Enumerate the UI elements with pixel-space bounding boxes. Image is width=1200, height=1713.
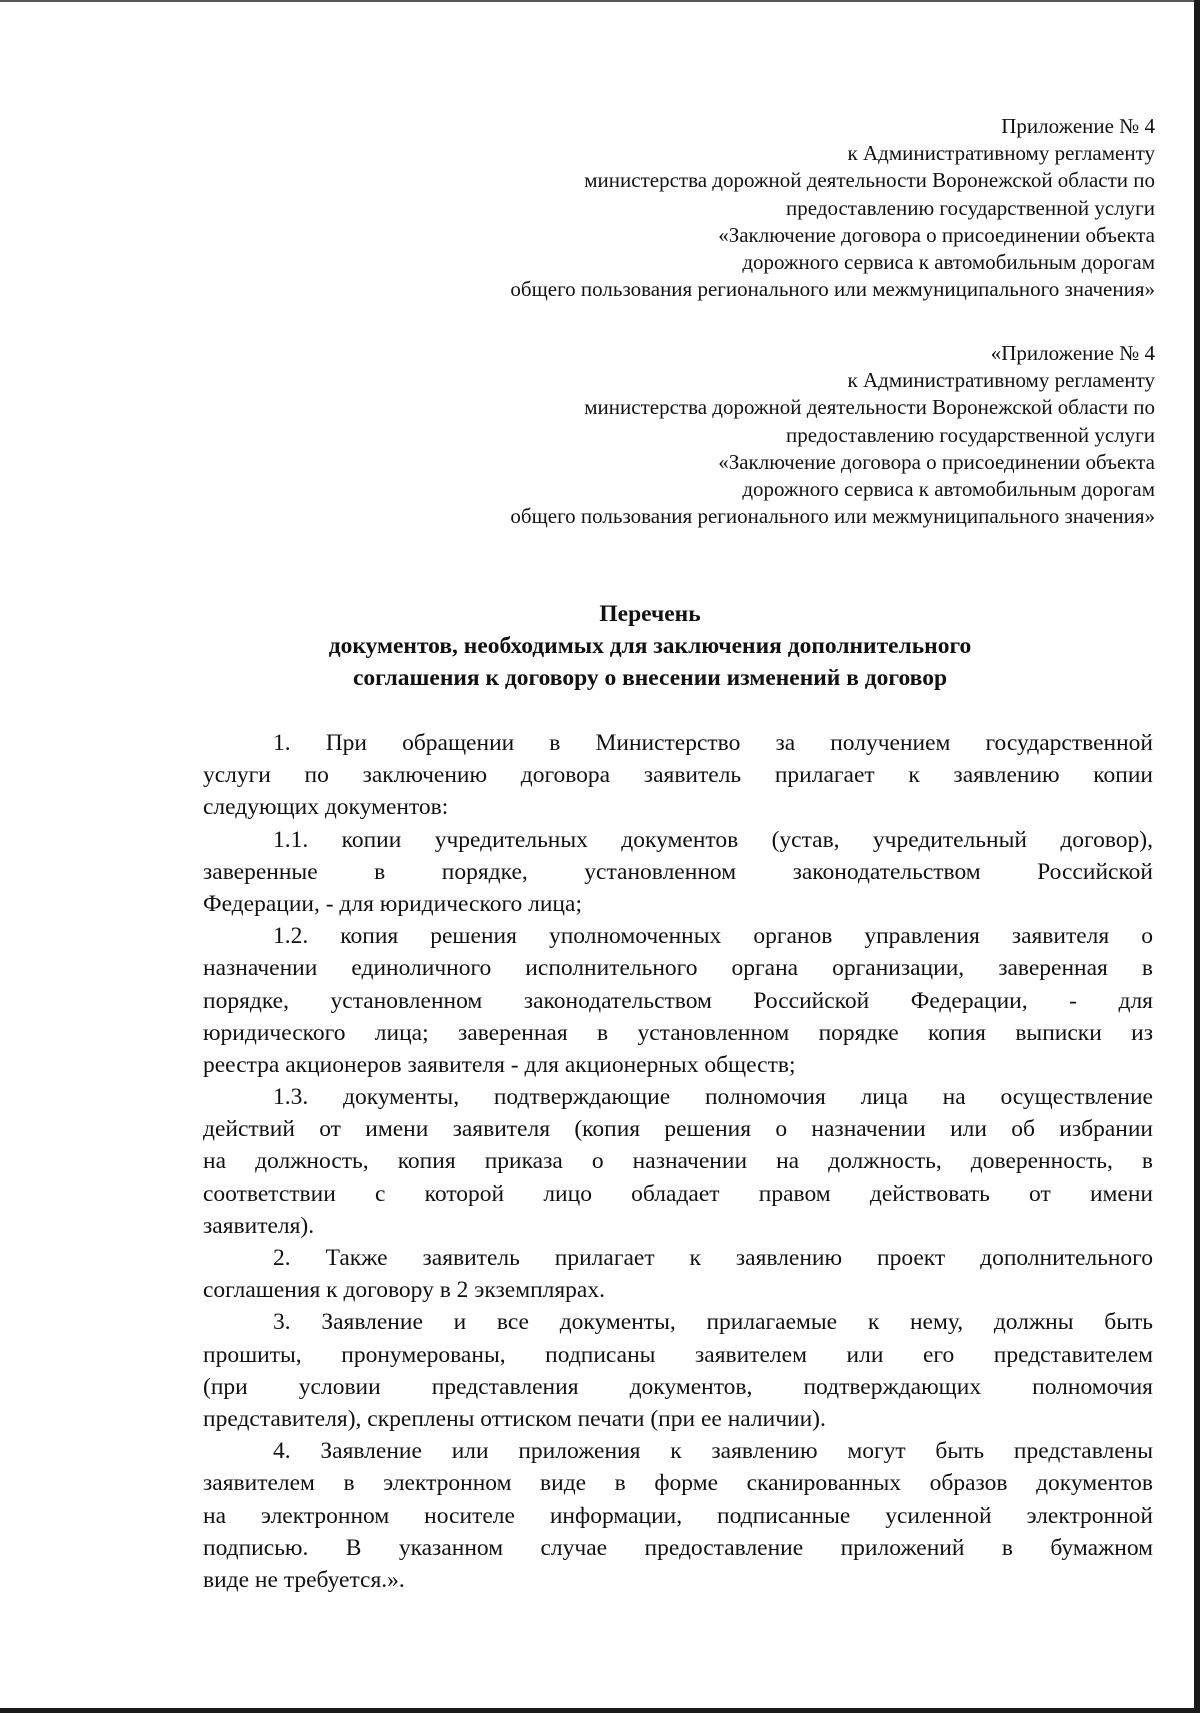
appendix-line: общего пользования регионального или межмуниципального значения» — [510, 277, 1155, 302]
appendix-line: «Заключение договора о присоединении объекта — [718, 449, 1155, 474]
body-line: 2. Также заявитель прилагает к заявлению проект дополнительного — [273, 1245, 1153, 1271]
body-line: 3. Заявление и все документы, прилагаемые к нему, должны быть — [273, 1309, 1153, 1336]
body-line: порядке, установленном законодательством Российской Федерации, - для — [203, 987, 1153, 1014]
appendix-header-original — [255, 113, 1155, 303]
appendix-line: общего пользования регионального или межмуниципального значения» — [510, 504, 1155, 529]
body-line: подписью. В указанном случае предоставление приложений в бумажном — [203, 1534, 1153, 1561]
body-line: (при условии представления документов, подтверждающих полномочия — [203, 1373, 1153, 1400]
body-line: реестра акционеров заявителя - для акционерных обществ; — [203, 1051, 796, 1078]
body-line: заверенные в порядке, установленном законодательством Российской — [203, 858, 1153, 885]
document-body — [203, 727, 1153, 1596]
body-line: 1.1. копии учредительных документов (устав, учредительный договор), — [273, 826, 1153, 853]
appendix-line: министерства дорожной деятельности Воронежской области по — [584, 168, 1155, 193]
body-line: юридического лица; заверенная в установленном порядке копия выписки из — [203, 1019, 1153, 1046]
body-line: соглашения к договору в 2 экземплярах. — [203, 1277, 605, 1304]
body-line: виде не требуется.». — [203, 1566, 405, 1593]
body-line: 1.2. копия решения уполномоченных органов управления заявителя о — [273, 923, 1153, 950]
body-line: услуги по заключению договора заявитель прилагает к заявлению копии — [203, 762, 1153, 789]
appendix-line: Приложение № 4 — [1001, 114, 1155, 138]
body-line: следующих документов: — [203, 794, 449, 821]
body-line: 1.3. документы, подтверждающие полномочия лица на осуществление — [273, 1084, 1153, 1111]
appendix-line: предоставлению государственной услуги — [786, 422, 1155, 447]
body-line: соответствии с которой лицо обладает правом действовать от имени — [203, 1180, 1153, 1207]
appendix-line: дорожного сервиса к автомобильным дорогам — [742, 477, 1155, 502]
body-line: назначении единоличного исполнительного органа организации, заверенная в — [203, 955, 1153, 982]
body-line: 1. При обращении в Министерство за получением государственной — [273, 730, 1153, 756]
body-line: заявителя). — [203, 1212, 315, 1239]
title-line: соглашения к договору о внесении изменений в договор — [352, 665, 948, 691]
appendix-line: дорожного сервиса к автомобильным дорогам — [742, 250, 1155, 275]
scan-edge-right — [1194, 0, 1200, 1713]
body-line: заявителем в электронном виде в форме сканированных образов документов — [203, 1470, 1153, 1497]
body-line: на электронном носителе информации, подписанные усиленной электронной — [203, 1502, 1153, 1529]
appendix-line: к Административному регламенту — [847, 368, 1155, 393]
title-line: Перечень — [599, 601, 701, 627]
document-title — [200, 598, 1100, 694]
scan-edge-bottom — [0, 1708, 1200, 1713]
body-line: 4. Заявление или приложения к заявлению могут быть представлены — [273, 1438, 1153, 1465]
body-line: действий от имени заявителя (копия решения о назначении или об избрании — [203, 1116, 1153, 1143]
appendix-line: министерства дорожной деятельности Воронежской области по — [584, 395, 1155, 420]
body-line: Федерации, - для юридического лица; — [203, 890, 582, 917]
appendix-header-quoted — [255, 340, 1155, 530]
appendix-line: «Приложение № 4 — [990, 341, 1155, 365]
body-line: представителя), скреплены оттиском печати (при ее наличии). — [203, 1405, 826, 1432]
body-line: на должность, копия приказа о назначении на должность, доверенность, в — [203, 1148, 1153, 1175]
scan-edge-top — [0, 0, 1200, 2]
appendix-line: к Административному регламенту — [847, 141, 1155, 166]
appendix-line: предоставлению государственной услуги — [786, 195, 1155, 220]
body-line: прошиты, пронумерованы, подписаны заявителем или его представителем — [203, 1341, 1153, 1368]
appendix-line: «Заключение договора о присоединении объекта — [718, 222, 1155, 247]
title-line: документов, необходимых для заключения дополнительного — [328, 633, 972, 659]
